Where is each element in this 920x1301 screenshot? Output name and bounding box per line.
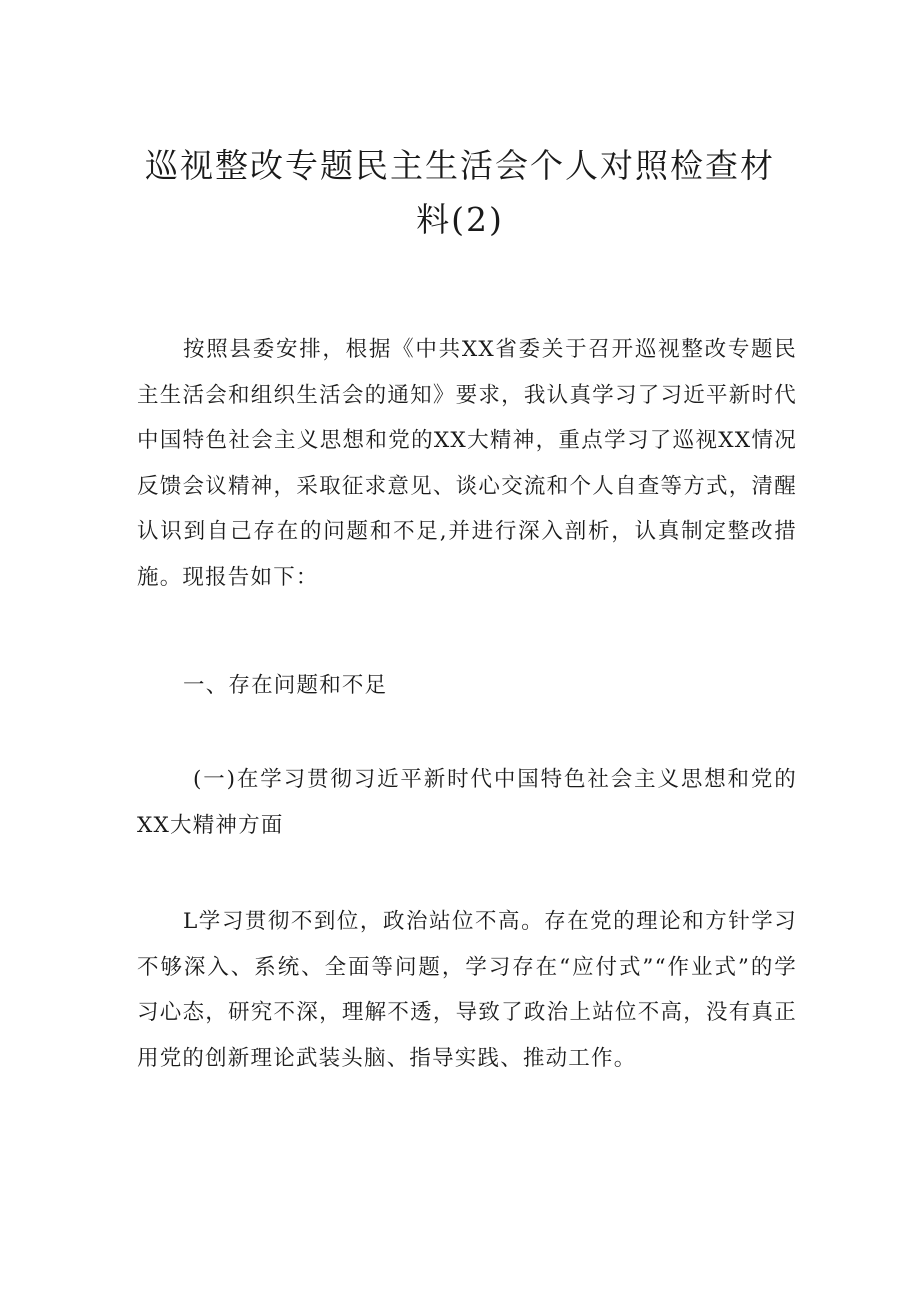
document-title-line-1: 巡视整改专题民主生活会个人对照检查材 [145, 146, 775, 185]
item-paragraph-1: L学习贯彻不到位，政治站位不高。存在党的理论和方针学习不够深入、系统、全面等问题，学习存在“应付式”“作业式”的学习心态，研究不深，理解不透，导致了政治上站位不高，没有真正用党的创新理论武装头脑、指导实践、推动工作。 [137, 909, 797, 1071]
subsection-heading: (一)在学习贯彻习近平新时代中国特色社会主义思想和党的XX大精神方面 [137, 767, 797, 838]
intro-paragraph: 按照县委安排，根据《中共XX省委关于召开巡视整改专题民主生活会和组织生活会的通知》要求，我认真学习了习近平新时代中国特色社会主义思想和党的XX大精神，重点学习了巡视XX情况反馈会议精神，采取征求意见、谈心交流和个人自查等方式，清醒认识到自己存在的问题和不足,并进行深入剖析，认真制定整改措施。现报告如下： [137, 337, 797, 590]
section-heading: 一、存在问题和不足 [183, 673, 388, 698]
document-title-line-2: 料(2) [416, 200, 504, 239]
